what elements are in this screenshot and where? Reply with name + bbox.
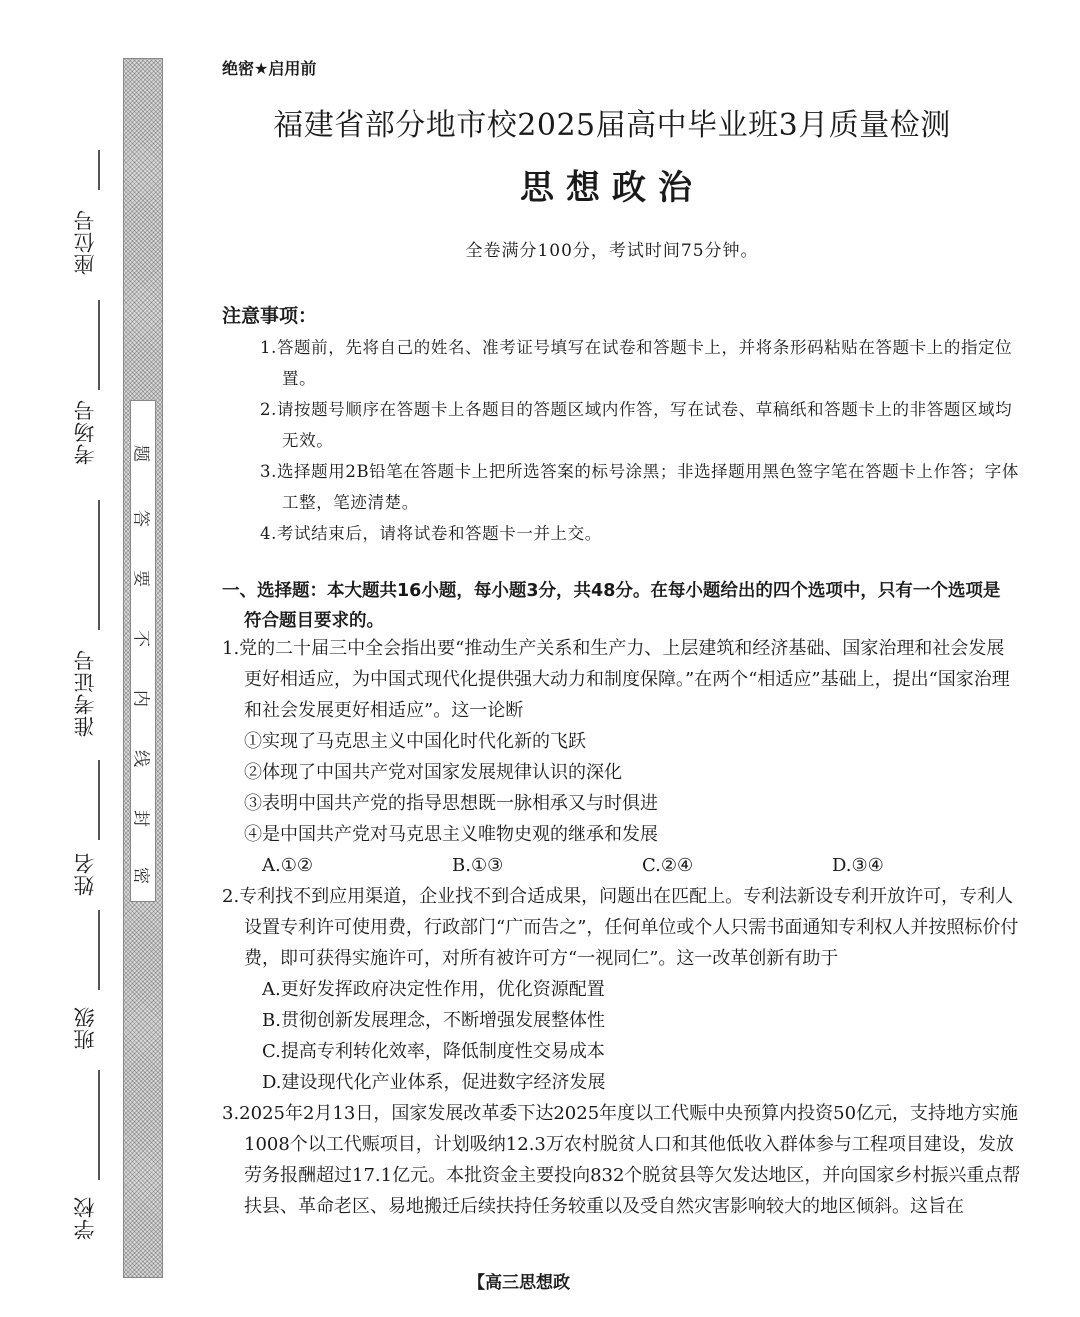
notes-list	[260, 332, 1020, 549]
option-a: A.①②	[262, 855, 313, 876]
question-1	[222, 633, 1022, 881]
subject-title: 思想政治	[520, 168, 704, 208]
questions	[222, 633, 1022, 1222]
note-item: 1.答题前，先将自己的姓名、准考证号填写在试卷和答题卡上，并将条形码粘贴在答题卡上的指定位置。	[260, 338, 1013, 388]
exam-title: 福建省部分地市校2025届高中毕业班3月质量检测	[273, 108, 951, 143]
note-item: 2.请按题号顺序在答题卡上各题目的答题区域内作答，写在试卷、草稿纸和答题卡上的非答题区域均无效。	[260, 400, 1013, 450]
binding-strip	[0, 0, 125, 1317]
note-item: 4.考试结束后，请将试卷和答题卡一并上交。	[260, 524, 602, 543]
name-line	[98, 760, 100, 840]
question-stem: 2.专利找不到应用渠道，企业找不到合适成果，问题出在匹配上。专利法新设专利开放许可，专利人设置专利许可使用费，行政部门“广而告之”，任何单位或个人只需书面通知专利权人并按照标价付费，即可获得实施许可，对所有被许可方“一视同仁”。这一改革创新有助于	[222, 886, 1019, 969]
class-field[interactable]	[70, 910, 110, 1060]
section-heading: 一、选择题：本大题共16小题，每小题3分，共48分。在每小题给出的四个选项中，只有一个选项是符合题目要求的。	[222, 581, 1001, 631]
seal-char: 密	[130, 867, 151, 884]
note-item: 3.选择题用2B铅笔在答题卡上把所选答案的标号涂黑；非选择题用黑色签字笔在答题卡上作答；字体工整，笔迹清楚。	[260, 462, 1019, 512]
secret-label: 绝密★启用前	[222, 59, 317, 78]
school-field[interactable]	[70, 1070, 110, 1250]
question-stem: 1.党的二十届三中全会指出要“推动生产关系和生产力、上层建筑和经济基础、国家治理和社会发展更好相适应，为中国式现代化提供强大动力和制度保障。”在两个“相适应”基础上，提出“国家治理和社会发展更好相适应”。这一论断	[222, 638, 1010, 721]
options-row	[222, 850, 1022, 881]
seal-line-box	[130, 400, 156, 902]
seal-char: 线	[130, 750, 151, 767]
option-d: D.建设现代化产业体系，促进数字经济发展	[262, 1072, 606, 1093]
statement: ①实现了马克思主义中国化时代化新的飞跃	[244, 731, 586, 752]
statement: ③表明中国共产党的指导思想既一脉相承又与时俱进	[244, 793, 658, 814]
room-label: 考场号	[73, 399, 97, 465]
seat-label: 座位号	[73, 209, 97, 275]
name-field[interactable]	[70, 760, 110, 910]
option-c: C.提高专利转化效率，降低制度性交易成本	[262, 1041, 605, 1062]
class-label: 班级	[73, 1006, 97, 1050]
option-b: B.贯彻创新发展理念，不断增强发展整体性	[262, 1010, 605, 1031]
option-b: B.①③	[452, 855, 504, 876]
seat-field[interactable]	[70, 150, 110, 300]
seal-char: 内	[130, 690, 151, 707]
room-line	[98, 300, 100, 390]
seal-char: 题	[130, 445, 151, 462]
seat-line	[98, 150, 100, 190]
question-3	[222, 1098, 1022, 1222]
seal-char: 要	[130, 570, 151, 587]
seal-char: 答	[130, 510, 151, 527]
question-2	[222, 881, 1022, 1098]
option-c: C.②④	[642, 855, 694, 876]
statement: ②体现了中国共产党对国家发展规律认识的深化	[244, 762, 622, 783]
option-d: D.③④	[832, 855, 884, 876]
school-label: 学校	[73, 1196, 97, 1240]
room-field[interactable]	[70, 300, 110, 500]
ticket-line	[98, 500, 100, 630]
page-footer: 【高三思想政	[468, 1273, 570, 1293]
school-line	[98, 1070, 100, 1180]
seal-char: 不	[130, 630, 151, 647]
notes-heading: 注意事项：	[222, 305, 318, 327]
exam-info: 全卷满分100分，考试时间75分钟。	[465, 241, 759, 261]
statement: ④是中国共产党对马克思主义唯物史观的继承和发展	[244, 824, 658, 845]
class-line	[98, 910, 100, 990]
name-label: 姓名	[73, 852, 97, 896]
question-stem: 3.2025年2月13日，国家发展改革委下达2025年度以工代赈中央预算内投资50亿元，支持地方实施1008个以工代赈项目，计划吸纳12.3万农村脱贫人口和其他低收入群体参与工程项目建设，发放劳务报酬超过17.1亿元。本批资金主要投向832个脱贫县等欠发达地区，并向国家乡村振兴重点帮扶县、革命老区、易地搬迁后续扶持任务较重以及受自然灾害影响较大的地区倾斜。这旨在	[222, 1103, 1021, 1217]
ticket-label: 准考证号	[73, 649, 97, 737]
ticket-field[interactable]	[70, 500, 110, 760]
option-a: A.更好发挥政府决定性作用，优化资源配置	[262, 979, 605, 1000]
seal-char: 封	[130, 810, 151, 827]
